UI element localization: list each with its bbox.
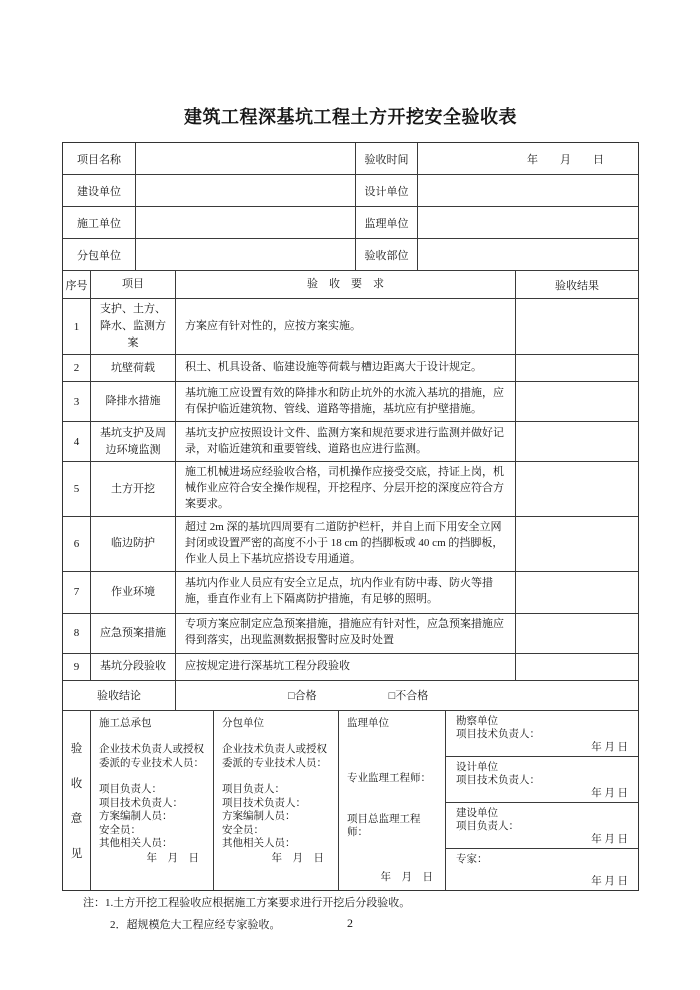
info-row-contractor — [63, 207, 638, 239]
signoff-label-vertical — [63, 711, 91, 890]
row-requirement: 积土、机具设备、临建设施等荷载与槽边距离大于设计规定。 — [176, 355, 516, 382]
unit-title: 专家： — [456, 853, 488, 865]
acceptance-time-value: 年 月 日 — [418, 143, 638, 175]
date-line: 年 月 日 — [591, 875, 628, 887]
signoff-label-char: 验 — [70, 742, 83, 755]
role-line: 安全员： — [222, 824, 264, 836]
row-item: 支护、土方、降水、监测方案 — [91, 299, 176, 355]
signoff-label-char: 收 — [70, 777, 83, 790]
row-result — [516, 422, 638, 462]
project-name-value — [136, 143, 356, 175]
row-no: 2 — [63, 355, 91, 382]
row-requirement: 基坑施工应设置有效的降排水和防止坑外的水流入基坑的措施，应有保护临近建筑物、管线、道路等措施，基坑应有护壁措施。 — [176, 382, 516, 422]
signoff-label-char: 见 — [70, 847, 83, 860]
page-number: 2 — [347, 916, 353, 930]
role-line: 项目总监理工程师： — [347, 813, 421, 839]
role-line: 项目技术负责人： — [222, 797, 306, 809]
row-no: 6 — [63, 517, 91, 572]
row-result — [516, 462, 638, 517]
checklist-header-row — [63, 271, 638, 299]
role-line: 项目负责人： — [456, 820, 519, 832]
design-unit-value — [418, 175, 638, 207]
conclusion-label: 验收结论 — [63, 681, 176, 711]
row-result — [516, 299, 638, 355]
checklist-row-1 — [63, 299, 638, 355]
unit-title: 监理单位 — [347, 717, 389, 729]
role-lines — [99, 783, 209, 851]
form-document — [62, 103, 639, 934]
unit-title: 施工总承包 — [99, 717, 152, 729]
row-item: 坑壁荷载 — [91, 355, 176, 382]
supervision-unit-label: 监理单位 — [356, 207, 418, 239]
form-title: 建筑工程深基坑工程土方开挖安全验收表 — [184, 107, 517, 128]
row-requirement: 方案应有针对性的，应按方案实施。 — [176, 299, 516, 355]
note-1: 注：1.土方开挖工程验收应根据施工方案要求进行开挖后分段验收。 — [83, 896, 411, 909]
row-item: 临边防护 — [91, 517, 176, 572]
date-line: 年 月 日 — [380, 871, 433, 883]
info-row-construction — [63, 175, 638, 207]
project-name-label: 项目名称 — [63, 143, 136, 175]
row-item: 降排水措施 — [91, 382, 176, 422]
row-no: 1 — [63, 299, 91, 355]
note-2: 2．超规模危大工程应经专家验收。 — [110, 919, 281, 932]
row-no: 7 — [63, 572, 91, 614]
construction-unit-label: 建设单位 — [63, 175, 136, 207]
date-line: 年 月 日 — [591, 741, 628, 753]
checklist-row-9 — [63, 654, 638, 681]
row-no: 8 — [63, 614, 91, 654]
checklist-row-3 — [63, 382, 638, 422]
role-line: 项目技术负责人： — [99, 797, 183, 809]
design-unit-cell — [446, 757, 638, 803]
info-row-subcontract — [63, 239, 638, 271]
date-line: 年 月 日 — [146, 852, 199, 864]
role-line: 项目技术负责人： — [456, 774, 540, 786]
role-line: 安全员： — [99, 824, 141, 836]
unit-title: 分包单位 — [222, 717, 264, 729]
checklist-row-5 — [63, 462, 638, 517]
row-requirement: 基坑内作业人员应有安全立足点，坑内作业有防中毒、防火等措施，垂直作业有上下隔离防护措施，有足够的照明。 — [176, 572, 516, 614]
role-line: 其他相关人员： — [99, 838, 173, 850]
role-line: 专业监理工程师： — [347, 773, 431, 785]
subcontract-unit-value — [136, 239, 356, 271]
unit-title: 建设单位 — [456, 807, 498, 819]
row-item: 作业环境 — [91, 572, 176, 614]
general-contractor-column — [91, 711, 214, 890]
unit-title: 勘察单位 — [456, 715, 498, 727]
row-no: 3 — [63, 382, 91, 422]
acceptance-part-label: 验收部位 — [356, 239, 418, 271]
row-no: 5 — [63, 462, 91, 517]
construction-unit-value — [136, 175, 356, 207]
header-item: 项目 — [91, 271, 176, 299]
tech-lead-label: 企业技术负责人或授权委派的专业技术人员： — [99, 744, 204, 769]
unit-title: 设计单位 — [456, 761, 498, 773]
acceptance-time-label: 验收时间 — [356, 143, 418, 175]
row-item: 基坑分段验收 — [91, 654, 176, 681]
expert-cell — [446, 849, 638, 890]
acceptance-part-value — [418, 239, 638, 271]
checklist-row-2 — [63, 355, 638, 382]
row-result — [516, 654, 638, 681]
design-unit-label: 设计单位 — [356, 175, 418, 207]
row-result — [516, 614, 638, 654]
header-result: 验收结果 — [516, 271, 638, 299]
row-item: 土方开挖 — [91, 462, 176, 517]
row-result — [516, 382, 638, 422]
signoff-label-char: 意 — [70, 812, 83, 825]
row-no: 9 — [63, 654, 91, 681]
signoff-section — [63, 711, 638, 890]
role-line: 方案编制人员： — [99, 811, 173, 823]
row-no: 4 — [63, 422, 91, 462]
row-requirement: 应按规定进行深基坑工程分段验收 — [176, 654, 516, 681]
contractor-unit-label: 施工单位 — [63, 207, 136, 239]
subcontractor-column — [214, 711, 339, 890]
date-line: 年 月 日 — [591, 787, 628, 799]
subcontract-unit-label: 分包单位 — [63, 239, 136, 271]
supervisor-column — [339, 711, 446, 890]
role-line: 其他相关人员： — [222, 838, 296, 850]
conclusion-row — [63, 681, 638, 711]
header-requirement: 验 收 要 求 — [176, 271, 516, 299]
role-lines — [222, 783, 334, 851]
role-line: 项目技术负责人： — [456, 728, 540, 740]
row-item: 基坑支护及周边环境监测 — [91, 422, 176, 462]
role-line: 方案编制人员： — [222, 811, 296, 823]
checklist-row-8 — [63, 614, 638, 654]
row-result — [516, 355, 638, 382]
row-requirement: 基坑支护应按照设计文件、监测方案和规范要求进行监测并做好记录，对临近建筑和重要管线、道路也应进行监测。 — [176, 422, 516, 462]
checklist-row-4 — [63, 422, 638, 462]
row-requirement: 专项方案应制定应急预案措施，措施应有针对性，应急预案措施应得到落实，出现监测数据报警时应及时处置 — [176, 614, 516, 654]
checklist-row-7 — [63, 572, 638, 614]
conclusion-options — [176, 681, 638, 711]
row-result — [516, 572, 638, 614]
supervision-unit-value — [418, 207, 638, 239]
form-table — [62, 142, 639, 891]
pass-checkbox: □合格 — [288, 690, 317, 703]
contractor-unit-value — [136, 207, 356, 239]
date-line: 年 月 日 — [591, 833, 628, 845]
tech-lead-label: 企业技术负责人或授权委派的专业技术人员： — [222, 744, 327, 769]
role-line: 项目负责人： — [222, 784, 285, 796]
row-result — [516, 517, 638, 572]
construction-unit-cell — [446, 803, 638, 849]
info-row-project — [63, 143, 638, 175]
survey-unit-cell — [446, 711, 638, 757]
right-units-column — [446, 711, 638, 890]
row-requirement: 施工机械进场应经验收合格，司机操作应接受交底，持证上岗，机械作业应符合安全操作规程，开挖程序、分层开挖的深度应符合方案要求。 — [176, 462, 516, 517]
fail-checkbox: □不合格 — [388, 690, 429, 703]
row-requirement: 超过 2m 深的基坑四周要有二道防护栏杆，并自上而下用安全立网封闭或设置严密的高度不小于 18 cm 的挡脚板或 40 cm 的挡脚板，作业人员上下基坑应搭设专用通道。 — [176, 517, 516, 572]
header-no: 序号 — [63, 271, 91, 299]
role-line: 项目负责人： — [99, 784, 162, 796]
checklist-row-6 — [63, 517, 638, 572]
row-item: 应急预案措施 — [91, 614, 176, 654]
date-line: 年 月 日 — [271, 852, 324, 864]
